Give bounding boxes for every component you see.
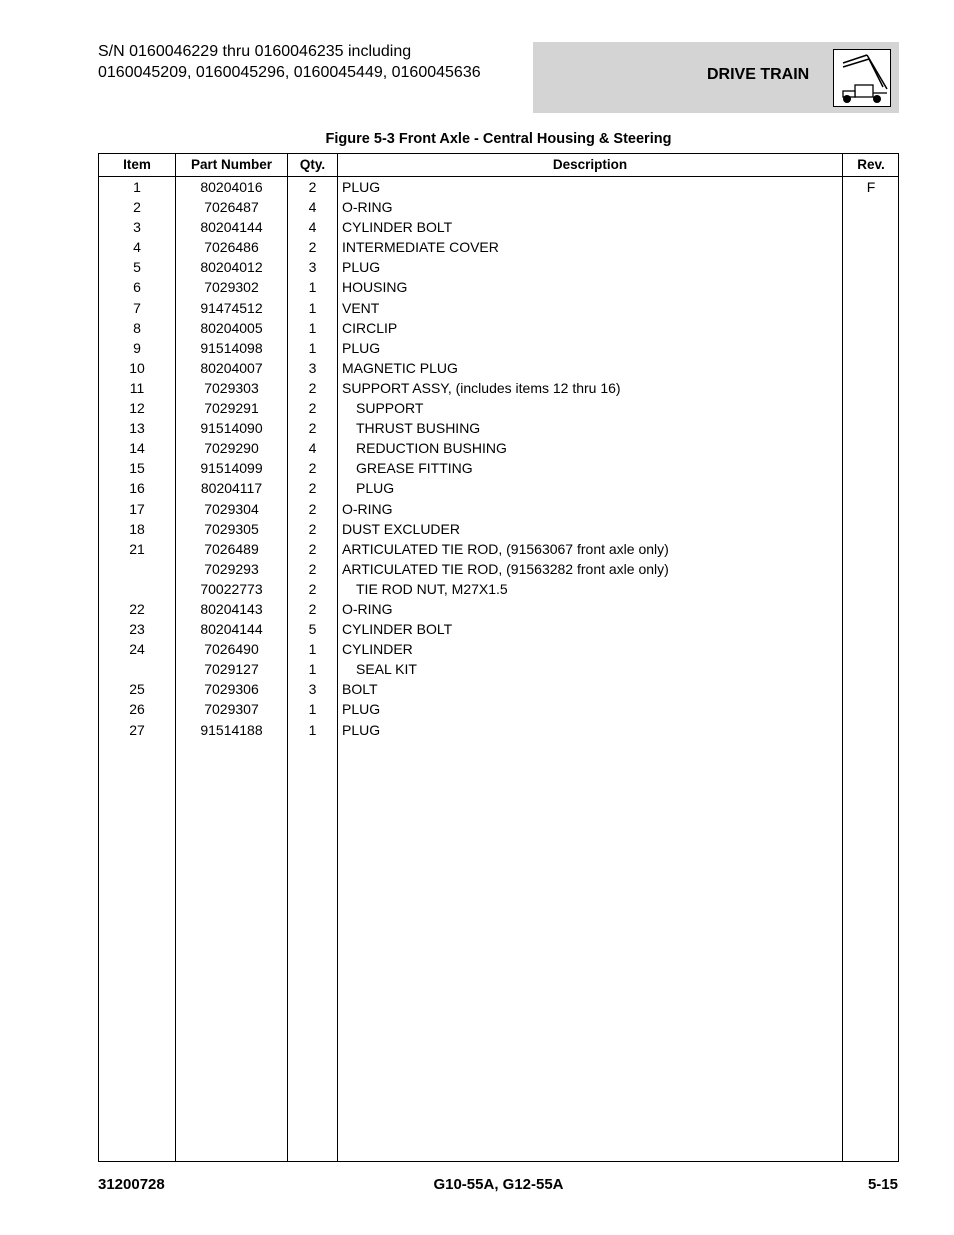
row-part-number: 91514098 xyxy=(200,339,263,356)
row-quantity: 1 xyxy=(308,661,317,678)
row-description: CYLINDER BOLT xyxy=(342,621,453,638)
row-part-number: 80204117 xyxy=(200,480,263,497)
row-quantity: 1 xyxy=(308,721,317,738)
table-row xyxy=(99,679,898,699)
row-part-number: 7029305 xyxy=(204,520,259,537)
row-description: CYLINDER BOLT xyxy=(342,219,453,236)
section-title: DRIVE TRAIN xyxy=(707,66,810,83)
table-row xyxy=(99,217,898,237)
row-description: ARTICULATED TIE ROD, (91563067 front axle only) xyxy=(342,540,669,557)
row-part-number: 80204012 xyxy=(200,259,263,276)
row-description: PLUG xyxy=(342,701,381,718)
row-item-number: 9 xyxy=(133,339,141,356)
row-description: INTERMEDIATE COVER xyxy=(342,239,499,256)
row-quantity: 2 xyxy=(308,400,317,417)
row-item-number: 25 xyxy=(129,681,145,698)
table-row xyxy=(99,579,898,599)
row-description: PLUG xyxy=(342,179,381,195)
row-part-number: 91474512 xyxy=(200,299,263,316)
column-header-rev: Rev. xyxy=(857,157,885,172)
table-body xyxy=(99,177,898,740)
row-quantity: 2 xyxy=(308,520,317,537)
row-quantity: 2 xyxy=(308,179,317,195)
row-quantity: 1 xyxy=(308,641,317,658)
forklift-icon xyxy=(833,49,891,107)
row-item-number: 11 xyxy=(129,379,145,396)
table-row xyxy=(99,358,898,378)
row-item-number: 24 xyxy=(129,641,145,658)
row-description: REDUCTION BUSHING xyxy=(356,440,507,457)
table-row xyxy=(99,599,898,619)
row-part-number: 7029307 xyxy=(204,701,259,718)
row-part-number: 70022773 xyxy=(200,580,263,597)
row-item-number: 12 xyxy=(129,400,145,417)
row-description: SUPPORT ASSY, (includes items 12 thru 16) xyxy=(342,379,621,396)
table-row xyxy=(99,298,898,318)
row-quantity: 3 xyxy=(308,259,317,276)
document-number: 31200728 xyxy=(98,1176,165,1193)
row-quantity: 5 xyxy=(308,621,317,638)
row-part-number: 7026490 xyxy=(204,641,259,658)
row-description: HOUSING xyxy=(342,279,408,296)
table-row xyxy=(99,438,898,458)
row-quantity: 1 xyxy=(308,279,317,296)
row-description: PLUG xyxy=(342,339,381,356)
table-row xyxy=(99,277,898,297)
row-part-number: 80204016 xyxy=(200,179,263,195)
row-part-number: 7026489 xyxy=(204,540,259,557)
column-header-part-number: Part Number xyxy=(190,157,273,172)
column-header-item: Item xyxy=(123,157,151,172)
row-quantity: 2 xyxy=(308,460,317,477)
column-header-description: Description xyxy=(552,157,628,172)
row-quantity: 3 xyxy=(308,681,317,698)
figure-title: Figure 5-3 Front Axle - Central Housing & Steering xyxy=(325,131,672,147)
table-row xyxy=(99,378,898,398)
row-quantity: 2 xyxy=(308,560,317,577)
table-row xyxy=(99,659,898,679)
row-description: CIRCLIP xyxy=(342,319,398,336)
table-row xyxy=(99,499,898,519)
row-part-number: 80204144 xyxy=(200,219,263,236)
table-row xyxy=(99,699,898,719)
row-item-number: 18 xyxy=(129,520,145,537)
row-description: BOLT xyxy=(342,681,378,698)
row-item-number: 6 xyxy=(133,279,141,296)
row-item-number: 23 xyxy=(129,621,145,638)
row-quantity: 2 xyxy=(308,580,317,597)
table-row xyxy=(99,519,898,539)
row-quantity: 1 xyxy=(308,339,317,356)
row-part-number: 80204007 xyxy=(200,359,263,376)
model-numbers: G10-55A, G12-55A xyxy=(433,1176,564,1193)
table-row xyxy=(99,257,898,277)
table-row xyxy=(99,177,898,197)
table-row xyxy=(99,237,898,257)
row-description: O-RING xyxy=(342,600,393,617)
row-quantity: 3 xyxy=(308,359,317,376)
row-quantity: 1 xyxy=(308,299,317,316)
row-quantity: 2 xyxy=(308,480,317,497)
table-row xyxy=(99,338,898,358)
table-row xyxy=(99,720,898,740)
row-part-number: 7026487 xyxy=(204,199,259,216)
table-row xyxy=(99,197,898,217)
row-item-number: 7 xyxy=(133,299,141,316)
row-quantity: 1 xyxy=(308,701,317,718)
section-header xyxy=(533,42,899,113)
table-row xyxy=(99,619,898,639)
row-item-number: 27 xyxy=(129,721,145,738)
serial-number-range xyxy=(98,41,528,83)
table-header xyxy=(99,154,898,177)
row-item-number: 16 xyxy=(129,480,145,497)
row-description: ARTICULATED TIE ROD, (91563282 front axle only) xyxy=(342,560,669,577)
row-part-number: 7029127 xyxy=(204,661,259,678)
row-part-number: 7029304 xyxy=(204,500,259,517)
table-row xyxy=(99,398,898,418)
serial-line-2: 0160045209, 0160045296, 0160045449, 0160045636 xyxy=(98,64,481,81)
row-item-number: 1 xyxy=(133,179,141,195)
row-description: GREASE FITTING xyxy=(356,460,473,477)
row-part-number: 80204143 xyxy=(200,600,263,617)
row-quantity: 4 xyxy=(308,440,317,457)
row-item-number: 2 xyxy=(133,199,141,216)
table-row xyxy=(99,559,898,579)
row-part-number: 7029293 xyxy=(204,560,259,577)
row-item-number: 22 xyxy=(129,600,145,617)
row-item-number: 15 xyxy=(129,460,145,477)
row-description: SEAL KIT xyxy=(356,661,417,678)
column-header-qty: Qty. xyxy=(299,157,326,172)
row-quantity: 1 xyxy=(308,319,317,336)
row-part-number: 7029303 xyxy=(204,379,259,396)
row-description: DUST EXCLUDER xyxy=(342,520,460,537)
row-item-number: 26 xyxy=(129,701,145,718)
row-part-number: 91514188 xyxy=(200,721,263,738)
row-part-number: 7029291 xyxy=(204,400,259,417)
row-description: O-RING xyxy=(342,199,393,216)
row-quantity: 2 xyxy=(308,379,317,396)
table-row xyxy=(99,458,898,478)
row-description: PLUG xyxy=(342,721,381,738)
table-row xyxy=(99,318,898,338)
row-revision: F xyxy=(866,179,876,195)
table-row xyxy=(99,539,898,559)
row-description: THRUST BUSHING xyxy=(356,420,481,437)
row-quantity: 2 xyxy=(308,420,317,437)
parts-table xyxy=(98,153,899,1162)
row-item-number: 8 xyxy=(133,319,141,336)
row-quantity: 2 xyxy=(308,239,317,256)
row-description: VENT xyxy=(342,299,380,316)
row-quantity: 2 xyxy=(308,540,317,557)
row-item-number: 3 xyxy=(133,219,141,236)
row-part-number: 80204144 xyxy=(200,621,263,638)
row-description: CYLINDER xyxy=(342,641,413,658)
row-quantity: 4 xyxy=(308,199,317,216)
row-item-number: 5 xyxy=(133,259,141,276)
row-item-number: 14 xyxy=(129,440,145,457)
row-item-number: 13 xyxy=(129,420,145,437)
table-row xyxy=(99,639,898,659)
row-part-number: 7029290 xyxy=(204,440,259,457)
table-row xyxy=(99,478,898,498)
row-part-number: 91514090 xyxy=(200,420,263,437)
row-description: TIE ROD NUT, M27X1.5 xyxy=(356,580,508,597)
row-description: PLUG xyxy=(356,480,395,497)
row-description: SUPPORT xyxy=(356,400,424,417)
row-description: O-RING xyxy=(342,500,393,517)
row-part-number: 80204005 xyxy=(200,319,263,336)
row-part-number: 7029306 xyxy=(204,681,259,698)
row-quantity: 4 xyxy=(308,219,317,236)
row-part-number: 7026486 xyxy=(204,239,259,256)
row-part-number: 91514099 xyxy=(200,460,263,477)
row-item-number: 10 xyxy=(129,359,145,376)
serial-line-1: S/N 0160046229 thru 0160046235 including xyxy=(98,43,412,60)
row-item-number: 21 xyxy=(129,540,145,557)
page-number: 5-15 xyxy=(867,1176,898,1193)
row-description: PLUG xyxy=(342,259,381,276)
row-description: MAGNETIC PLUG xyxy=(342,359,458,376)
row-part-number: 7029302 xyxy=(204,279,259,296)
row-item-number: 4 xyxy=(133,239,141,256)
row-quantity: 2 xyxy=(308,600,317,617)
row-item-number: 17 xyxy=(129,500,145,517)
row-quantity: 2 xyxy=(308,500,317,517)
table-row xyxy=(99,418,898,438)
